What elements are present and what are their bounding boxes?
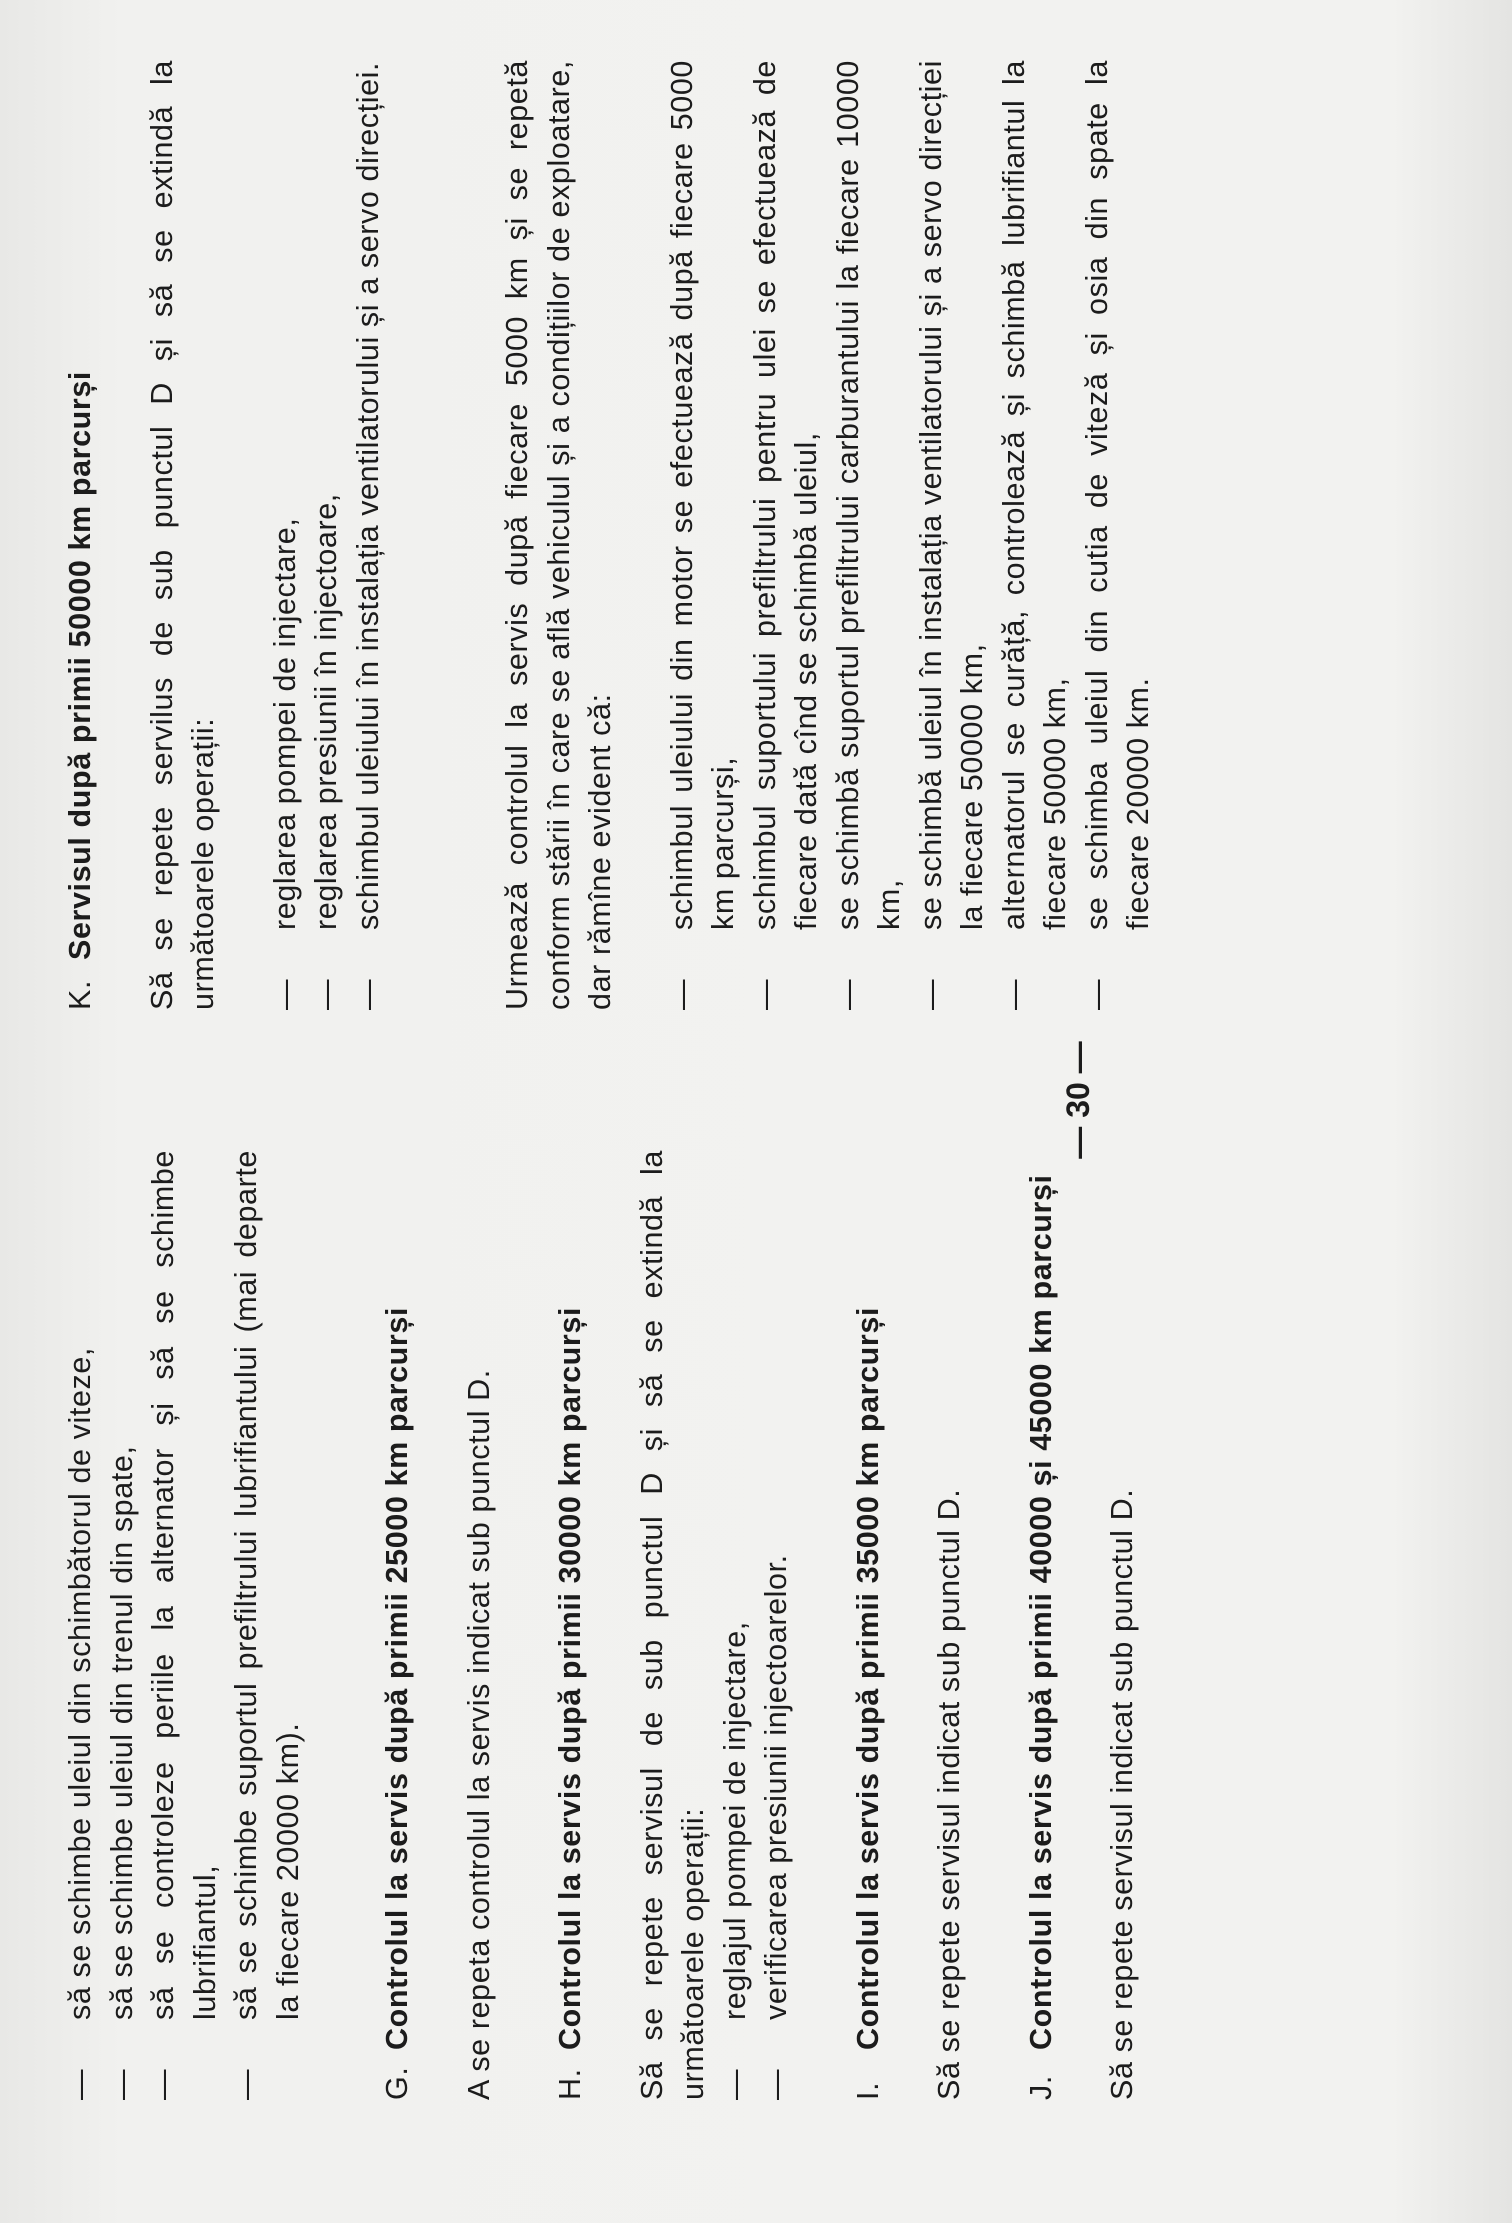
dash-bullet: — — [350, 978, 385, 1010]
list-item — [715, 1150, 757, 2100]
list-item — [994, 60, 1077, 1010]
list-item-text: reglajul pompei de injectare, — [717, 1621, 752, 2020]
dash-bullet: — — [1079, 978, 1114, 1010]
list-item — [756, 1150, 798, 2100]
dash-bullet: — — [104, 2068, 139, 2100]
section-k-heading — [60, 60, 102, 1010]
list-item-text: să se controleze periile la alternator și să se schimbe lubrifiantul, — [146, 1150, 222, 2020]
list-item — [265, 60, 307, 1010]
list-item — [306, 60, 348, 1010]
section-j-heading — [1021, 1150, 1063, 2100]
section-title: Controlul la servis după primii 35000 km parcurși — [850, 1306, 885, 2050]
list-item-text: verificarea presiunii injectoarelor. — [759, 1554, 793, 2020]
list-item — [745, 60, 828, 1010]
dash-bullet: — — [309, 978, 343, 1010]
dash-bullet: — — [830, 978, 865, 1010]
dash-bullet: — — [664, 978, 699, 1010]
page-number: — 30 — — [1060, 1041, 1096, 1159]
section-title: Controlul la servis după primii 30000 km parcurși — [553, 1306, 587, 2050]
list-item-text: să se schimbe suportul prefiltrului lubrifiantului (mai departe la fiecare 20000 km). — [229, 1150, 305, 2020]
list-item-text: se schimbă suportul prefiltrului carburantului la fiecare 10000 km, — [830, 60, 906, 930]
list-item-text: reglarea pompei de injectare, — [267, 517, 302, 930]
list-item-text: alternatorul se curăță, controlează și schimbă lubrifiantul la fiecare 50000 km, — [996, 60, 1072, 930]
list-item-text: se schimbă uleiul în instalația ventilatorului și a servo direcției la fiecare 50000 km, — [913, 60, 989, 930]
list-item — [143, 1150, 226, 2100]
list-item-text: să se schimbe uleiul din schimbătorul de viteze, — [63, 1346, 97, 2020]
dash-bullet: — — [717, 2068, 752, 2100]
section-letter: J. — [1023, 2075, 1058, 2100]
right-column — [60, 60, 1160, 1010]
section-title: Controlul la servis după primii 40000 și 45000 km parcurși — [1023, 1174, 1058, 2050]
section-title: Servisul după primii 50000 km parcurși — [63, 370, 97, 960]
maintenance-paragraph: Urmează controlul la servis după fiecare 5000 km și se repetă conform stării în care se află vehiculul și a condițiilor de exploatare, dar rămîne evident că: — [500, 60, 617, 1010]
dash-bullet: — — [63, 2068, 97, 2100]
section-j-text: Să se repete servisul indicat sub punctul D. — [1105, 1488, 1139, 2100]
list-item-text: schimbul uleiului din motor se efectuează după fiecare 5000 km parcurși, — [664, 60, 740, 930]
list-item — [662, 60, 745, 1010]
left-column — [60, 1150, 1144, 2100]
dash-bullet: — — [913, 978, 948, 1010]
list-item-text: schimbul uleiului în instalația ventilatorului și a servo direcției. — [350, 61, 385, 930]
list-item — [226, 1150, 309, 2100]
section-letter: K. — [63, 979, 97, 1010]
section-title: Controlul la servis după primii 25000 km parcurși — [380, 1306, 414, 2050]
list-item — [1077, 60, 1160, 1010]
rotated-page-content — [20, 60, 1460, 2200]
dash-bullet: — — [146, 2068, 180, 2100]
section-h-heading — [550, 1150, 592, 2100]
section-k-text: Să se repete servilus de sub punctul D și să se extindă la următoarele operații: — [144, 60, 220, 1010]
section-i-text: Să se repete servisul indicat sub punctul D. — [932, 1488, 966, 2100]
section-g-text: A se repeta controlul la servis indicat sub punctul D. — [461, 1369, 496, 2100]
section-letter: G. — [380, 2066, 414, 2100]
list-item — [911, 60, 994, 1010]
section-letter: H. — [553, 2068, 587, 2100]
list-item-text: să se schimbe uleiul din trenul din spate, — [104, 1445, 139, 2020]
list-item — [348, 60, 390, 1010]
list-item — [102, 1150, 144, 2100]
list-item-text: se schimba uleiul din cutia de viteză și osia din spate la fiecare 20000 km. — [1079, 60, 1155, 930]
section-g-heading — [377, 1150, 419, 2100]
dash-bullet: — — [229, 2068, 263, 2100]
list-item-text: reglarea presiunii în injectoare, — [309, 493, 343, 930]
list-item — [828, 60, 911, 1010]
section-letter: I. — [850, 2081, 885, 2100]
dash-bullet: — — [996, 978, 1031, 1010]
dash-bullet: — — [747, 978, 782, 1010]
section-h-text: Să se repete servisul de sub punctul D și să se extindă la următoarele operații: — [634, 1150, 710, 2100]
section-i-heading — [848, 1150, 890, 2100]
list-item-text: schimbul suportului prefiltrului pentru ulei se efectuează de fiecare dată cînd se schimbă uleiul, — [747, 60, 823, 930]
dash-bullet: — — [267, 978, 302, 1010]
dash-bullet: — — [759, 2068, 793, 2100]
list-item — [60, 1150, 102, 2100]
